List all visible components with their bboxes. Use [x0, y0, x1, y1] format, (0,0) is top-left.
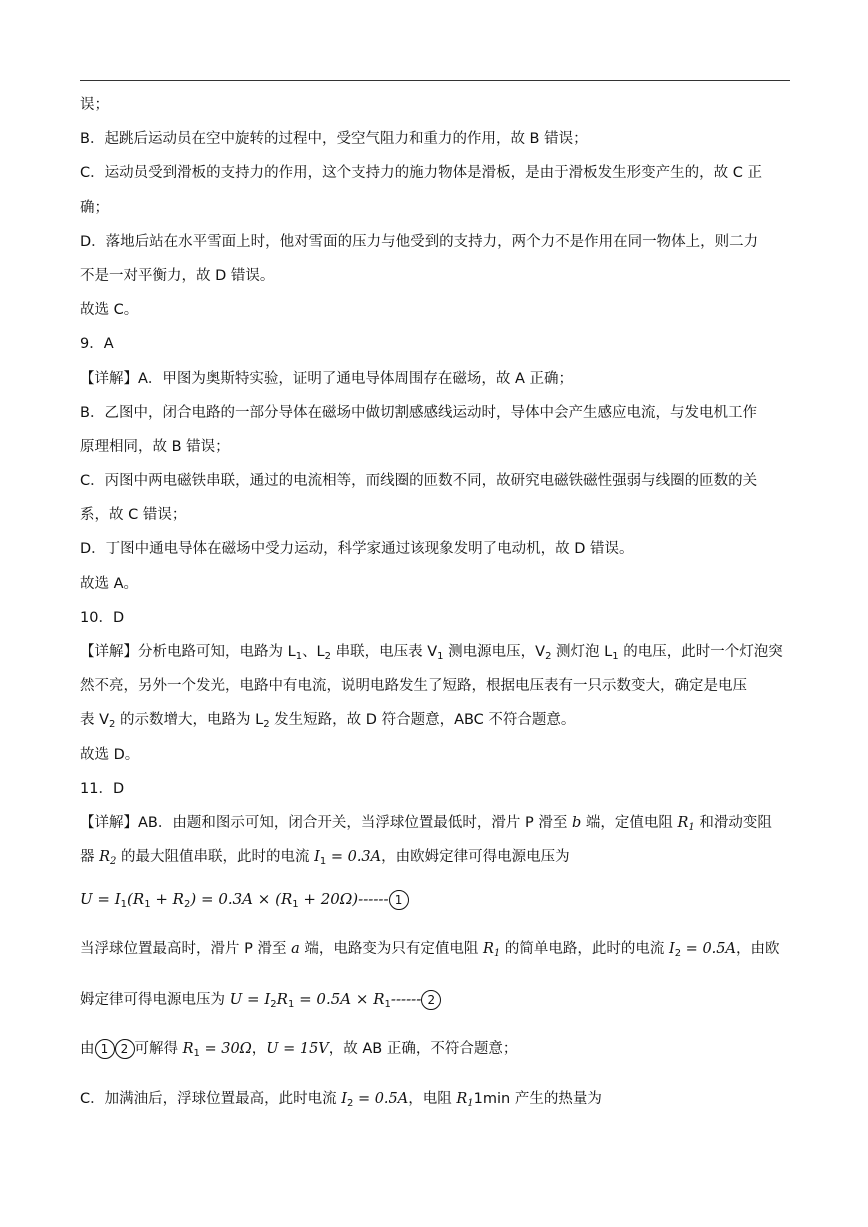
- text-line: B．乙图中，闭合电路的一部分导体在磁场中做切割感感线运动时，导体中会产生感应电流，与发电机工作: [80, 404, 757, 421]
- text-line: 当浮球位置最高时，滑片 P 滑至 a 端，电路变为只有定值电阻 $R_1$ 的简单电路，此时的电流 $I_2 = 0.5A$，由欧: [80, 941, 780, 960]
- text-line: C．丙图中两电磁铁串联，通过的电流相等，而线圈的匝数不同，故研究电磁铁磁性强弱与线圈的匝数的关: [80, 473, 758, 490]
- text-line: 故选 D。: [80, 746, 140, 763]
- question-number: 11．D: [80, 780, 125, 797]
- question-number: 9．A: [80, 336, 114, 353]
- text-line: C．加满油后，浮球位置最高，此时电流 $I_2 = 0.5A$，电阻 $R_11\min$ 产生的热量为: [80, 1091, 602, 1110]
- text-line: D．落地后站在水平雪面上时，他对雪面的压力与他受到的支持力，两个力不是作用在同一物体上，则二力: [80, 233, 759, 250]
- text-line: C．运动员受到滑板的支持力的作用，这个支持力的施力物体是滑板，是由于滑板发生形变产生的，故 C 正: [80, 165, 762, 182]
- text-line: 系，故 C 错误；: [80, 507, 187, 524]
- text-line: 误；: [80, 97, 109, 113]
- text-line: 【详解】A．甲图为奥斯特实验，证明了通电导体周围存在磁场，故 A 正确；: [80, 370, 574, 387]
- equation-2: 姆定律可得电源电压为 $U = I_2R_1 = 0.5A \times R_1------$ 2: [80, 974, 790, 1024]
- circled-number: 1: [95, 1039, 115, 1059]
- document-body: [80, 88, 790, 1124]
- circled-number: 2: [421, 990, 441, 1010]
- text-line: B．起跳后运动员在空中旋转的过程中，受空气阻力和重力的作用，故 B 错误；: [80, 131, 588, 148]
- header-rule: [80, 80, 790, 81]
- text-line: 由 1 2 可解得 $R_1 = 30\Omega$，U = 15V，故 AB 正确，不符合题意；: [80, 1041, 518, 1060]
- circled-number: 1: [389, 890, 409, 910]
- text-line: 不是一对平衡力，故 D 错误。: [80, 267, 275, 284]
- text-line: 原理相同，故 B 错误；: [80, 438, 230, 455]
- equation-1: $U = I_1(R_1 + R_2) = 0.3A \times (R_1 + 20\Omega)------$ 1: [80, 874, 790, 924]
- text-line: 【详解】AB．由题和图示可知，闭合开关，当浮球位置最低时，滑片 P 滑至 b 端，定值电阻 $R_1$ 和滑动变阻: [80, 814, 772, 833]
- text-line: D．丁图中通电导体在磁场中受力运动，科学家通过该现象发明了电动机，故 D 错误。: [80, 541, 634, 558]
- text-line: 故选 C。: [80, 302, 139, 319]
- text-line: 【详解】分析电路可知，电路为 $L_1$、$L_2$ 串联，电压表 $V_1$ 测电源电压，$V_2$ 测灯泡 $L_1$ 的电压，此时一个灯泡突: [80, 644, 783, 662]
- text-line: 器 $R_2$ 的最大阻值串联，此时的电流 $I_1 = 0.3A$，由欧姆定律可得电源电压为: [80, 849, 570, 868]
- text-line: 故选 A。: [80, 575, 139, 592]
- text-line: 确；: [80, 199, 109, 216]
- text-line: 表 $V_2$ 的示数增大，电路为 $L_2$ 发生短路，故 D 符合题意，ABC 不符合题意。: [80, 712, 576, 731]
- text-line: 然不亮，另外一个发光，电路中有电流，说明电路发生了短路，根据电压表有一只示数变大，确定是电压: [80, 678, 747, 695]
- question-number: 10．D: [80, 609, 125, 626]
- circled-number: 2: [115, 1039, 135, 1059]
